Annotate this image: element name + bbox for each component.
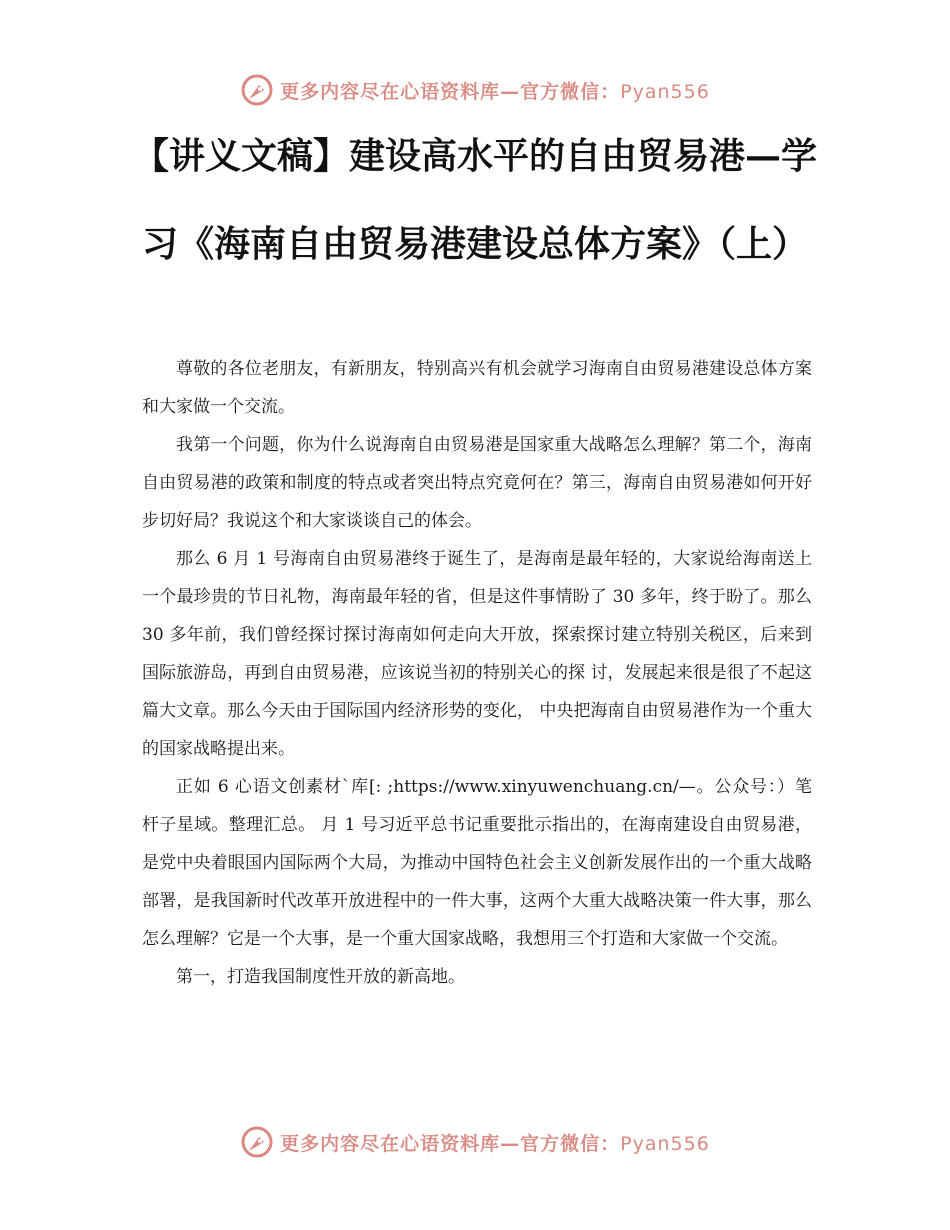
pen-nib-logo-icon: [240, 1125, 274, 1159]
body-paragraph-4: 正如 6 心语文创素材`库[: ;https://www.xinyuwenchuang.cn/—。公众号：）笔杆子星域。整理汇总。 月 1 号习近平总书记重要批示指出的，在海南建设自由贸易港，是党中央着眼国内国际两个大局，为推动中国特色社会主义创新发展作出的一个重大战略部署，是我国新时代改革开放进程中的一件大事，这两个大重大战略决策一件大事，那么怎么理解？它是一个大事，是一个重大国家战略，我想用三个打造和大家做一个交流。: [142, 777, 812, 949]
watermark-wechat-id: Pyan556: [620, 1132, 710, 1155]
pen-nib-logo-icon: [240, 73, 274, 107]
document-body: [142, 350, 812, 996]
watermark-text: 更多内容尽在心语资料库—官方微信：Pyan556: [280, 80, 710, 103]
watermark-banner-top: [0, 70, 950, 110]
watermark-banner-bottom: [0, 1122, 950, 1162]
document-title: [0, 112, 950, 288]
body-paragraph-3: 那么 6 月 1 号海南自由贸易港终于诞生了，是海南是最年轻的，大家说给海南送上一个最珍贵的节日礼物，海南最年轻的省，但是这件事情盼了 30 多年，终于盼了。那么 30 多年前，我们曾经探讨探讨海南如何走向大开放，探索探讨建立特别关税区，后来到国际旅游岛，再到自由贸易港，应该说当初的特别关心的探 讨，发展起来很是很了不起这篇大文章。那么今天由于国际国内经济形势的变化， 中央把海南自由贸易港作为一个重大的国家战略提出来。: [142, 549, 812, 759]
title-line-2: 习《海南自由贸易港建设总体方案》（上）: [141, 223, 808, 265]
body-paragraph-2: 我第一个问题，你为什么说海南自由贸易港是国家重大战略怎么理解？第二个，海南自由贸易港的政策和制度的特点或者突出特点究竟何在？第三，海南自由贸易港如何开好步切好局？我说这个和大家谈谈自己的体会。: [142, 435, 812, 531]
watermark-text: 更多内容尽在心语资料库—官方微信：Pyan556: [280, 1132, 710, 1155]
body-paragraph-5: 第一，打造我国制度性开放的新高地。: [176, 967, 465, 987]
watermark-wechat-id: Pyan556: [620, 80, 710, 103]
body-paragraph-1: 尊敬的各位老朋友，有新朋友，特别高兴有机会就学习海南自由贸易港建设总体方案和大家做一个交流。: [142, 359, 812, 417]
title-line-1: 【讲义文稿】建设高水平的自由贸易港—学: [132, 135, 817, 177]
